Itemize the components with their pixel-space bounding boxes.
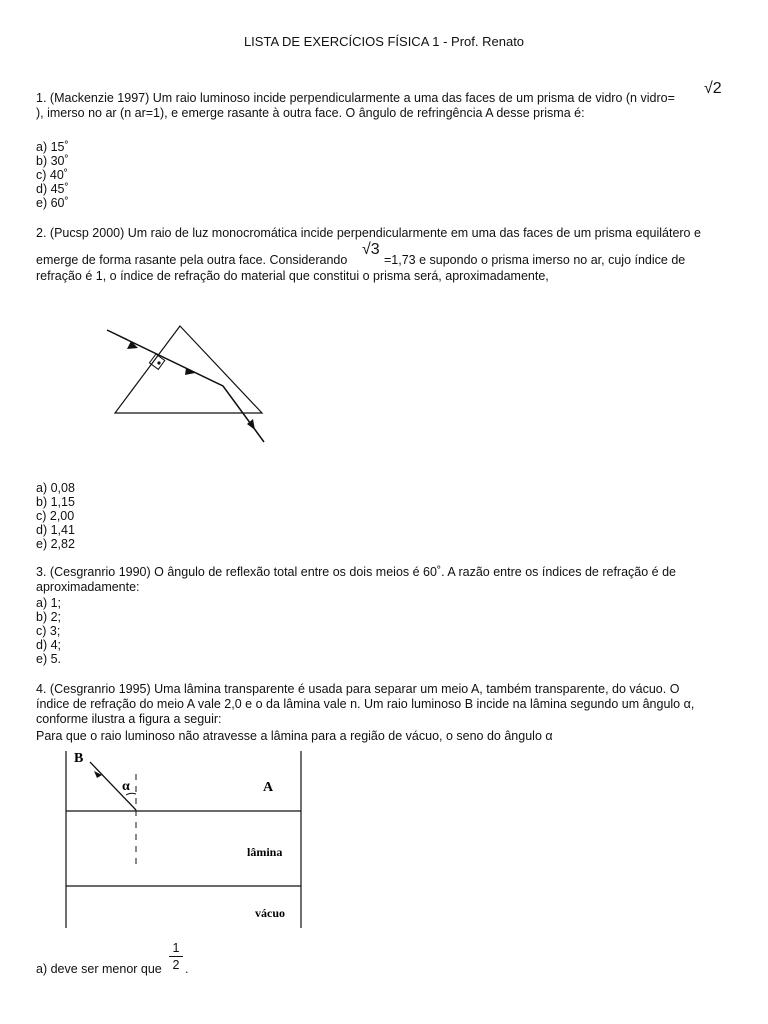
q3-option-d: d) 4; xyxy=(36,638,62,652)
q2-number: 2. xyxy=(36,226,47,240)
q4-number: 4. xyxy=(36,682,47,696)
fraction-denominator: 2 xyxy=(172,958,180,972)
q4-text-3: conforme ilustra a figura a seguir: xyxy=(36,712,222,726)
q2-option-e: e) 2,82 xyxy=(36,537,75,551)
page-title: LISTA DE EXERCÍCIOS FÍSICA 1 - Prof. Renato xyxy=(243,34,525,49)
region-label-plate: lâmina xyxy=(247,845,283,859)
q1-text-1: (Mackenzie 1997) Um raio luminoso incide perpendicularmente a uma das faces de um prisma de vidro (n vidro= xyxy=(49,91,675,105)
incident-ray-arrow xyxy=(94,771,102,778)
q1-text-2: ), imerso no ar (n ar=1), e emerge rasante à outra face. O ângulo de refringência A desse prisma é: xyxy=(36,106,585,120)
q3-number: 3. xyxy=(36,565,47,579)
plate-figure xyxy=(60,748,320,938)
q3-option-e: e) 5. xyxy=(36,652,62,666)
q1-option-b: b) 30˚ xyxy=(36,154,69,168)
q1-option-e: e) 60˚ xyxy=(36,196,69,210)
q3-option-a: a) 1; xyxy=(36,596,62,610)
q2-option-d: d) 1,41 xyxy=(36,523,75,537)
q2-text-3: refração é 1, o índice de refração do material que constitui o prisma será, aproximadamente, xyxy=(36,269,549,283)
region-label-a: A xyxy=(263,780,274,795)
ray-label-b: B xyxy=(74,751,84,766)
q4-option-a-end: . xyxy=(185,962,189,976)
q2-text-1: (Pucsp 2000) Um raio de luz monocromática incide perpendicularmente em uma das faces de um prisma equilátero e xyxy=(49,226,701,240)
q3-line-1 xyxy=(36,565,676,579)
q3-option-c: c) 3; xyxy=(36,624,61,638)
prism-figure xyxy=(100,318,300,458)
q1-option-a: a) 15˚ xyxy=(36,140,69,154)
q2-text-2b: =1,73 e supondo o prisma imerso no ar, cujo índice de xyxy=(384,253,686,267)
q1-option-c: c) 40˚ xyxy=(36,168,68,182)
q4-option-a-fraction xyxy=(169,941,183,972)
q1-line-1 xyxy=(36,91,675,105)
q2-line-1 xyxy=(36,226,701,240)
q1-number: 1. xyxy=(36,91,47,105)
q4-text-1: (Cesgranrio 1995) Uma lâmina transparente é usada para separar um meio A, também transparente, do vácuo. O xyxy=(49,682,680,696)
q3-option-b: b) 2; xyxy=(36,610,62,624)
q2-option-b: b) 1,15 xyxy=(36,495,75,509)
q3-text-1: (Cesgranrio 1990) O ângulo de reflexão total entre os dois meios é 60˚. A razão entre os índices de refração é de xyxy=(49,565,676,579)
q2-option-c: c) 2,00 xyxy=(36,509,75,523)
fraction-bar xyxy=(169,956,183,957)
q2-options xyxy=(36,481,75,551)
q4-text-2: índice de refração do meio A vale 2,0 e o da lâmina vale n. Um raio luminoso B incide na lâmina segundo um ângulo α, xyxy=(36,697,695,711)
angle-label-alpha: α xyxy=(122,779,130,794)
right-angle-dot xyxy=(157,361,160,364)
q4-text-4: Para que o raio luminoso não atravesse a lâmina para a região de vácuo, o seno do ângulo α xyxy=(36,729,553,743)
q1-option-d: d) 45˚ xyxy=(36,182,69,196)
q1-sqrt: √2 xyxy=(704,80,722,97)
q1-options xyxy=(36,140,69,210)
q2-sqrt: √3 xyxy=(362,241,380,258)
q4-line-1 xyxy=(36,682,679,696)
q3-options xyxy=(36,596,61,666)
q2-option-a: a) 0,08 xyxy=(36,481,75,495)
q3-text-2: aproximadamente: xyxy=(36,580,140,594)
q4-option-a: a) deve ser menor que xyxy=(36,962,162,976)
fraction-numerator: 1 xyxy=(172,941,180,955)
region-label-vacuum: vácuo xyxy=(255,906,285,920)
q2-text-2a: emerge de forma rasante pela outra face. Considerando xyxy=(36,253,348,267)
